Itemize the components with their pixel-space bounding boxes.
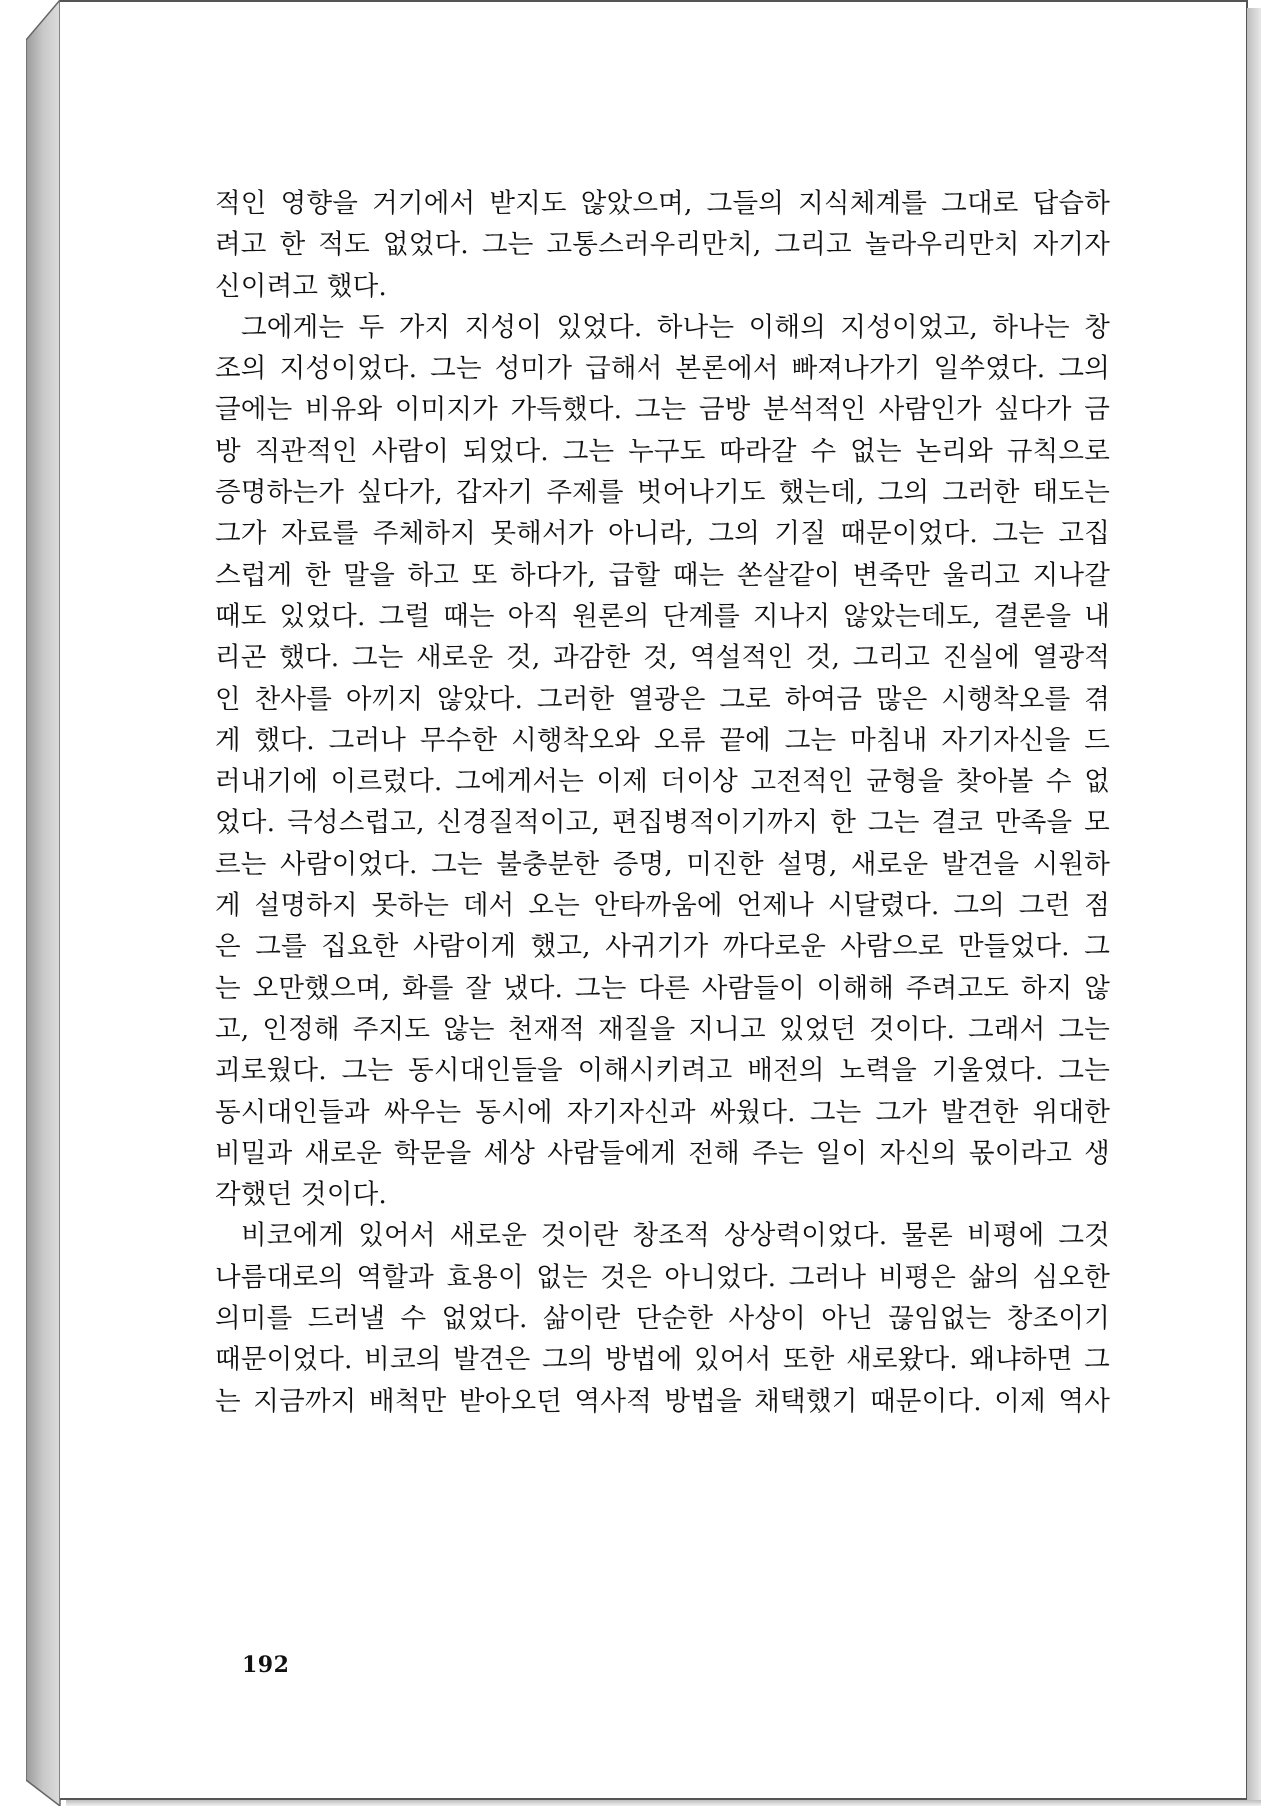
text-line: 동시대인들과 싸우는 동시에 자기자신과 싸웠다. 그는 그가 발견한 위대한 — [215, 1096, 1110, 1128]
text-line: 방 직관적인 사람이 되었다. 그는 누구도 따라갈 수 없는 논리와 규칙으로 — [215, 435, 1110, 467]
text-line: 게 했다. 그러나 무수한 시행착오와 오류 끝에 그는 마침내 자기자신을 드 — [215, 724, 1110, 756]
text-line: 의미를 드러낼 수 없었다. 삶이란 단순한 사상이 아닌 끊임없는 창조이기 — [215, 1303, 1110, 1335]
text-line: 나름대로의 역할과 효용이 없는 것은 아니었다. 그러나 비평은 삶의 심오한 — [215, 1261, 1110, 1293]
text-line: 게 설명하지 못하는 데서 오는 안타까움에 언제나 시달렸다. 그의 그런 점 — [215, 890, 1110, 922]
text-line: 러내기에 이르렀다. 그에게서는 이제 더이상 고전적인 균형을 찾아볼 수 없 — [215, 766, 1110, 798]
text-line: 글에는 비유와 이미지가 가득했다. 그는 금방 분석적인 사람인가 싶다가 금 — [215, 394, 1110, 426]
page-edge-shadow — [1247, 8, 1261, 1806]
text-line: 은 그를 집요한 사람이게 했고, 사귀기가 까다로운 사람으로 만들었다. 그 — [215, 931, 1110, 963]
text-line: 스럽게 한 말을 하고 또 하다가, 급할 때는 쏜살같이 변죽만 울리고 지나갈 — [215, 559, 1110, 591]
text-line: 는 지금까지 배척만 받아오던 역사적 방법을 채택했기 때문이다. 이제 역사 — [215, 1385, 1110, 1417]
text-line: 그가 자료를 주체하지 못해서가 아니라, 그의 기질 때문이었다. 그는 고집 — [215, 518, 1110, 550]
text-line: 그에게는 두 가지 지성이 있었다. 하나는 이해의 지성이었고, 하나는 창 — [241, 311, 1110, 343]
text-line: 증명하는가 싶다가, 갑자기 주제를 벗어나기도 했는데, 그의 그러한 태도는 — [215, 477, 1110, 509]
book-spine-graphic — [26, 0, 62, 1806]
text-line: 때도 있었다. 그럴 때는 아직 원론의 단계를 지나지 않았는데도, 결론을 내 — [215, 600, 1110, 632]
text-line: 고, 인정해 주지도 않는 천재적 재질을 지니고 있었던 것이다. 그래서 그는 — [215, 1013, 1110, 1045]
text-line: 때문이었다. 비코의 발견은 그의 방법에 있어서 또한 새로왔다. 왜냐하면 그 — [215, 1344, 1110, 1376]
text-line: 적인 영향을 거기에서 받지도 않았으며, 그들의 지식체계를 그대로 답습하 — [215, 188, 1110, 219]
text-line: 괴로웠다. 그는 동시대인들을 이해시키려고 배전의 노력을 기울였다. 그는 — [215, 1055, 1110, 1087]
text-line: 신이려고 했다. — [215, 270, 388, 302]
body-text — [215, 183, 1110, 1422]
text-line: 조의 지성이었다. 그는 성미가 급해서 본론에서 빠져나가기 일쑤였다. 그의 — [215, 353, 1110, 385]
page-number: 192 — [242, 1652, 290, 1678]
text-line: 르는 사람이었다. 그는 불충분한 증명, 미진한 설명, 새로운 발견을 시원하 — [215, 848, 1110, 880]
text-line: 려고 한 적도 없었다. 그는 고통스러우리만치, 그리고 놀라우리만치 자기자 — [215, 229, 1110, 261]
text-line: 비밀과 새로운 학문을 세상 사람들에게 전해 주는 일이 자신의 몫이라고 생 — [215, 1137, 1110, 1169]
text-line: 는 오만했으며, 화를 잘 냈다. 그는 다른 사람들이 이해해 주려고도 하지 않 — [215, 972, 1110, 1004]
text-line: 비코에게 있어서 새로운 것이란 창조적 상상력이었다. 물론 비평에 그것 — [241, 1220, 1110, 1252]
text-line: 리곤 했다. 그는 새로운 것, 과감한 것, 역설적인 것, 그리고 진실에 열광적 — [215, 642, 1110, 674]
book-spine — [26, 0, 62, 1806]
text-line: 각했던 것이다. — [215, 1179, 388, 1211]
text-line: 었다. 극성스럽고, 신경질적이고, 편집병적이기까지 한 그는 결코 만족을 모 — [215, 807, 1110, 839]
text-line: 인 찬사를 아끼지 않았다. 그러한 열광은 그로 하여금 많은 시행착오를 겪 — [215, 683, 1110, 715]
page-bottom-shadow — [66, 1800, 1261, 1806]
